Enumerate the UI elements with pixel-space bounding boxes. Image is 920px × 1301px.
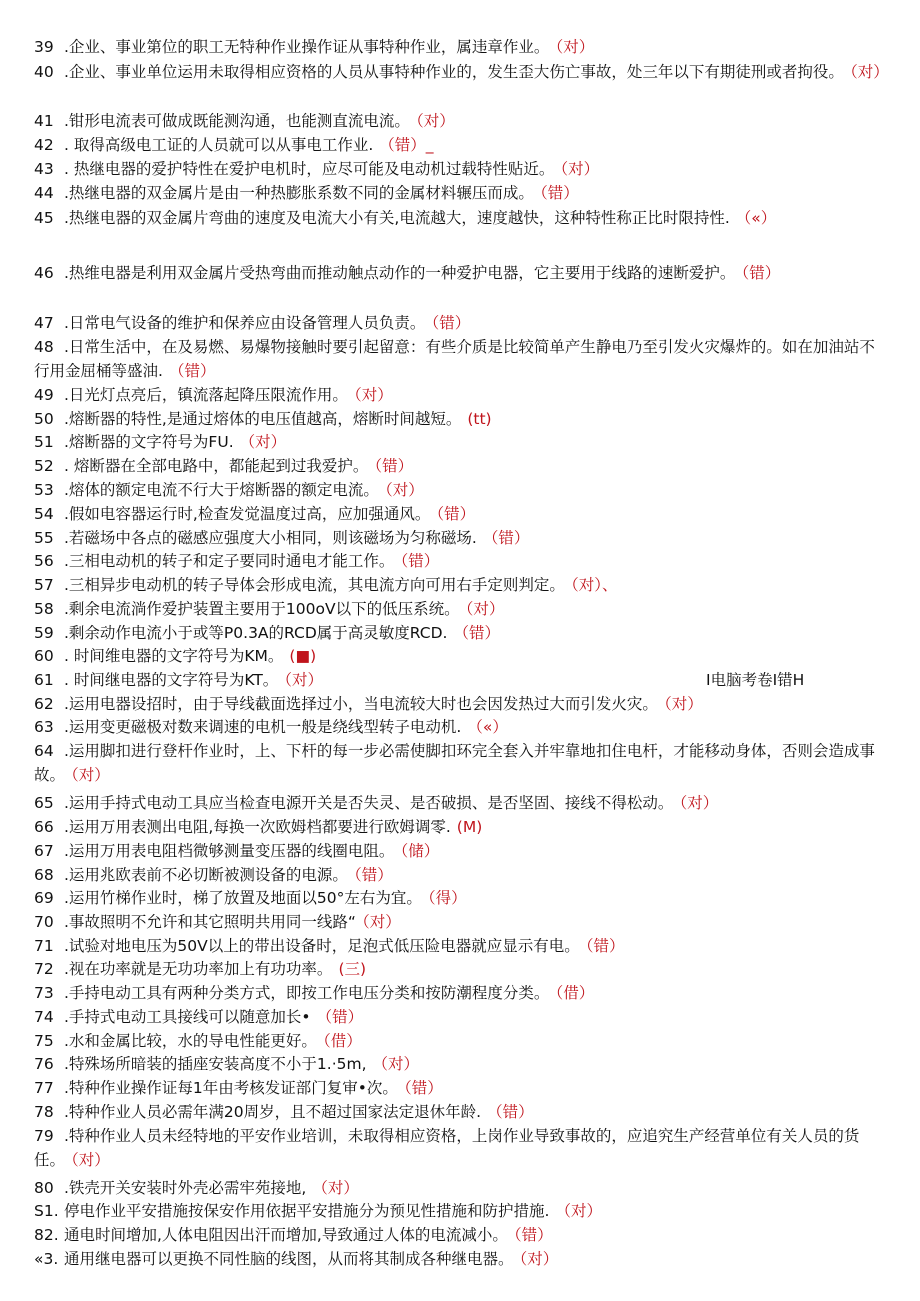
answer-mark: （错） (436, 505, 476, 523)
question-number: S1. (34, 1202, 59, 1220)
answer-mark: （对） (555, 1202, 602, 1220)
answer-mark: （错） (487, 1103, 534, 1121)
answer-mark: （对） (415, 112, 455, 130)
question-item (34, 550, 890, 574)
question-number: 68 (34, 866, 54, 884)
question-item (34, 740, 890, 787)
question-text: 通电时间增加,人体电阻因出汗而增加,导致通过人体的电流减小。 (64, 1226, 508, 1244)
question-text: .若磁场中各点的磁感应强度大小相同，则该磁场为匀称磁场. (64, 529, 477, 547)
question-item (34, 207, 890, 231)
question-text: .事故照明不允许和其它照明共用同一线路“ (64, 913, 356, 931)
question-item (34, 110, 890, 134)
question-number: 73 (34, 984, 54, 1002)
question-item (34, 864, 890, 888)
question-text: . 时间继电器的文字符号为KT。 (64, 671, 279, 689)
question-item (34, 716, 890, 740)
question-number: 45 (34, 209, 54, 227)
question-text: .运用电器设招时，由于导线截面选择过小，当电流较大时也会因发热过大而引发火灾。 (64, 695, 658, 713)
question-text: .特殊场所暗装的插座安装高度不小于1.·5m, (64, 1055, 367, 1073)
question-text: .热继电器的双金属片弯曲的速度及电流大小有关,电流越大，速度越快，这种特性称正比时限持性. (64, 209, 730, 227)
question-text: .日常生活中，在及易燃、易爆物接触时要引起留意：有些介质是比较简单产生静电乃至引发火灾爆炸的。如在加油站不行用金屈桶等盛油. (34, 338, 875, 380)
answer-mark: （对） (555, 38, 595, 56)
question-item (34, 431, 890, 455)
answer-mark: （错） (539, 184, 579, 202)
answer-mark: （对） (849, 63, 889, 81)
question-item (34, 336, 890, 383)
question-text: .视在功率就是无功功率加上有功功率。 (64, 960, 333, 978)
answer-mark: （对） (384, 481, 424, 499)
question-text: .企业、事业第位的职工无特种作业操作证从事特种作业，属违章作业。 (64, 38, 550, 56)
question-text: .日光灯点亮后，镇流落起降压限流作用。 (64, 386, 348, 404)
question-item (34, 408, 890, 432)
question-item (34, 1200, 890, 1224)
question-number: «3. (34, 1250, 59, 1268)
question-text: .企业、事业单位运用未取得相应资格的人员从事特种作业的，发生歪大伤亡事故，处三年以下有期徒刑或者拘役。 (64, 63, 844, 81)
question-item (34, 1030, 890, 1054)
question-text: .三相异步电动机的转子导体会形成电流，其电流方向可用右手定则判定。 (64, 576, 565, 594)
question-item (34, 1248, 890, 1272)
answer-mark: （«） (735, 209, 777, 227)
question-item (34, 527, 890, 551)
answer-mark: (三) (338, 960, 367, 978)
answer-mark: （错） (316, 1008, 364, 1026)
question-text: .三相电动机的转子和定子要同时通电才能工作。 (64, 552, 395, 570)
question-item (34, 1125, 890, 1172)
question-text: .运用手持式电动工具应当检查电源开关是否失灵、是否破损、是否坚固、接线不得松动。 (64, 794, 674, 812)
question-number: 77 (34, 1079, 54, 1097)
answer-mark: （对） (663, 695, 703, 713)
question-text: .运用变更磁极对数来调速的电机一般是绕线型转子电动机. (64, 718, 462, 736)
answer-mark: （错） (374, 457, 414, 475)
question-number: 41 (34, 112, 54, 130)
question-number: 74 (34, 1008, 54, 1026)
question-text: .运用万用表测出电阻,每换一次欧姆档都要进行欧姆调零. (64, 818, 451, 836)
question-item (34, 887, 890, 911)
question-item (34, 1101, 890, 1125)
question-text: .特种作业人员必需年满20周岁，且不超过国家法定退休年龄. (64, 1103, 482, 1121)
question-number: 82. (34, 1226, 59, 1244)
answer-mark: (M) (456, 818, 483, 836)
question-text: .试验对地电压为50V以上的带出设备时，足泡式低压险电器就应显示有电。 (64, 937, 580, 955)
answer-mark: （对） (361, 913, 401, 931)
question-item (34, 1006, 890, 1030)
question-number: 56 (34, 552, 54, 570)
question-number: 69 (34, 889, 54, 907)
question-item (34, 158, 890, 182)
question-number: 53 (34, 481, 54, 499)
answer-mark: （借） (322, 1032, 362, 1050)
question-number: 48 (34, 338, 54, 356)
question-text: .运用兆欧表前不必切断被测设备的电源。 (64, 866, 348, 884)
answer-mark: （对） (71, 765, 110, 784)
question-text: . 熔断器在全部电路中，都能起到过我爱护。 (64, 457, 369, 475)
question-number: 39 (34, 38, 54, 56)
question-item (34, 262, 890, 286)
question-number: 54 (34, 505, 54, 523)
answer-mark: （«） (467, 718, 508, 736)
question-item (34, 1177, 890, 1201)
question-text: .运用竹梯作业时，梯了放置及地面以50°左右为宜。 (64, 889, 422, 907)
question-number: 51 (34, 433, 54, 451)
question-item (34, 911, 890, 935)
question-text: .热继电器的双金属片是由一种热膨胀系数不同的金属材料辗压而成。 (64, 184, 534, 202)
question-number: 40 (34, 63, 54, 81)
question-item (34, 574, 890, 598)
question-item (34, 479, 890, 503)
question-text: .钳形电流表可做成既能测沟通，也能测直流电流。 (64, 112, 410, 130)
question-number: 59 (34, 624, 54, 642)
answer-mark: （错） (431, 314, 471, 332)
question-item (34, 182, 890, 206)
question-number: 71 (34, 937, 54, 955)
question-text: .熔断器的文字符号为FU. (64, 433, 234, 451)
question-number: 47 (34, 314, 54, 332)
question-text: .特种作业操作证每1年由考核发证部门复审•次。 (64, 1079, 398, 1097)
question-text: .假如电容器运行时,检查发觉温度过高，应加强通风。 (64, 505, 431, 523)
question-text: .日常电气设备的维护和保养应由设备管理人员负责。 (64, 314, 426, 332)
question-number: 72 (34, 960, 54, 978)
question-item (34, 693, 890, 717)
question-item (34, 816, 890, 840)
question-text: .手持电动工具有两种分类方式，即按工作电压分类和按防潮程度分类。 (64, 984, 550, 1002)
question-item (34, 503, 890, 527)
question-item (34, 1077, 890, 1101)
answer-mark: （错） (741, 264, 781, 282)
answer-mark: （对） (239, 433, 287, 451)
answer-mark: （错） (400, 552, 440, 570)
answer-mark: （借） (555, 984, 595, 1002)
question-number: 50 (34, 410, 54, 428)
question-text: 通用继电器可以更换不同性脑的线图，从而将其制成各种继电器。 (64, 1250, 514, 1268)
question-number: 44 (34, 184, 54, 202)
question-number: 63 (34, 718, 54, 736)
question-item (34, 935, 890, 959)
question-number: 75 (34, 1032, 54, 1050)
answer-mark: （对） (519, 1250, 559, 1268)
answer-mark: （对） (465, 600, 505, 618)
question-number: 62 (34, 695, 54, 713)
question-number: 58 (34, 600, 54, 618)
question-item (34, 384, 890, 408)
question-item (34, 982, 890, 1006)
question-item (34, 134, 890, 158)
question-number: 76 (34, 1055, 54, 1073)
question-number: 55 (34, 529, 54, 547)
answer-mark: （对） (71, 1150, 110, 1169)
answer-mark: （对） (353, 386, 393, 404)
answer-mark: （错） (513, 1226, 553, 1244)
question-text: .铁壳开关安装时外壳必需牢苑接地, (64, 1179, 307, 1197)
question-number: 64 (34, 742, 54, 760)
question-text: 停电作业平安措施按保安作用依据平安措施分为预见性措施和防护措施. (64, 1202, 550, 1220)
question-text: .特种作业人员未经特地的平安作业培训，未取得相应资格，上岗作业导致事故的，应追究生产经营单位有关人员的货任。 (34, 1127, 860, 1169)
question-text: . 时间维电器的文字符号为KM。 (64, 647, 284, 665)
question-number: 42 (34, 136, 54, 154)
question-number: 80 (34, 1179, 54, 1197)
answer-mark: (tt) (467, 410, 492, 428)
question-item (34, 1053, 890, 1077)
answer-mark: （错） (168, 361, 216, 380)
question-item (34, 840, 890, 864)
answer-mark: （对） (560, 160, 600, 178)
question-text: .运用万用表电阻档微够测量变压器的线圈电阻。 (64, 842, 395, 860)
question-item (34, 792, 890, 816)
question-item (34, 312, 890, 336)
question-text: .热维电器是利用双金属片受热弯曲而推动触点动作的一种爱护电器，它主要用于线路的速断爱护。 (64, 264, 736, 282)
question-item (34, 645, 890, 669)
question-text: .熔体的额定电流不行大于熔断器的额定电流。 (64, 481, 379, 499)
question-number: 46 (34, 264, 54, 282)
question-text: .手持式电动工具接线可以随意加长• (64, 1008, 311, 1026)
question-item (34, 622, 890, 646)
answer-mark: （对） (312, 1179, 359, 1197)
question-text: . 取得高级电工证的人员就可以从事电工作业. (64, 136, 374, 154)
exam-watermark: I电脑考卷I错H (706, 671, 805, 689)
question-text: .水和金属比较，水的导电性能更好。 (64, 1032, 317, 1050)
question-number: 65 (34, 794, 54, 812)
question-number: 60 (34, 647, 54, 665)
question-text: .剩余动作电流小于或等P0.3A的RCD属于高灵敏度RCD. (64, 624, 448, 642)
answer-mark: （对）、 (570, 576, 618, 594)
question-item (34, 61, 890, 85)
question-number: 70 (34, 913, 54, 931)
question-number: 52 (34, 457, 54, 475)
answer-mark: （错） (353, 866, 393, 884)
question-item (34, 598, 890, 622)
answer-mark: （对） (679, 794, 719, 812)
question-item (34, 958, 890, 982)
question-text: . 热继电器的爱护特性在爱护电机时，应尽可能及电动机过载特性贴近。 (64, 160, 555, 178)
question-text: .运用脚扣进行登杆作业时，上、下杆的每一步必需使脚扣环完全套入并牢靠地扣住电杆，才能移动身体，否则会造成事故。 (34, 742, 875, 784)
question-item (34, 36, 890, 60)
question-number: 78 (34, 1103, 54, 1121)
answer-mark: （错） (453, 624, 500, 642)
answer-mark: （对） (372, 1055, 420, 1073)
answer-mark: （错）_ (379, 136, 434, 154)
question-number: 66 (34, 818, 54, 836)
answer-mark: （储） (400, 842, 440, 860)
answer-mark: （错） (403, 1079, 443, 1097)
question-item (34, 455, 890, 479)
answer-mark: (■) (289, 647, 317, 665)
question-number: 67 (34, 842, 54, 860)
question-number: 79 (34, 1127, 54, 1145)
answer-mark: （错） (585, 937, 625, 955)
answer-mark: （得） (427, 889, 467, 907)
question-number: 61 (34, 671, 54, 689)
question-text: .剩余电流淌作爱护装置主要用于100oV以下的低压系统。 (64, 600, 460, 618)
question-item (34, 1224, 890, 1248)
answer-mark: （错） (482, 529, 530, 547)
question-text: .熔断器的特性,是通过熔体的电压值越高，熔断时间越短。 (64, 410, 462, 428)
answer-mark: （对） (284, 671, 324, 689)
question-number: 49 (34, 386, 54, 404)
question-number: 43 (34, 160, 54, 178)
question-number: 57 (34, 576, 54, 594)
